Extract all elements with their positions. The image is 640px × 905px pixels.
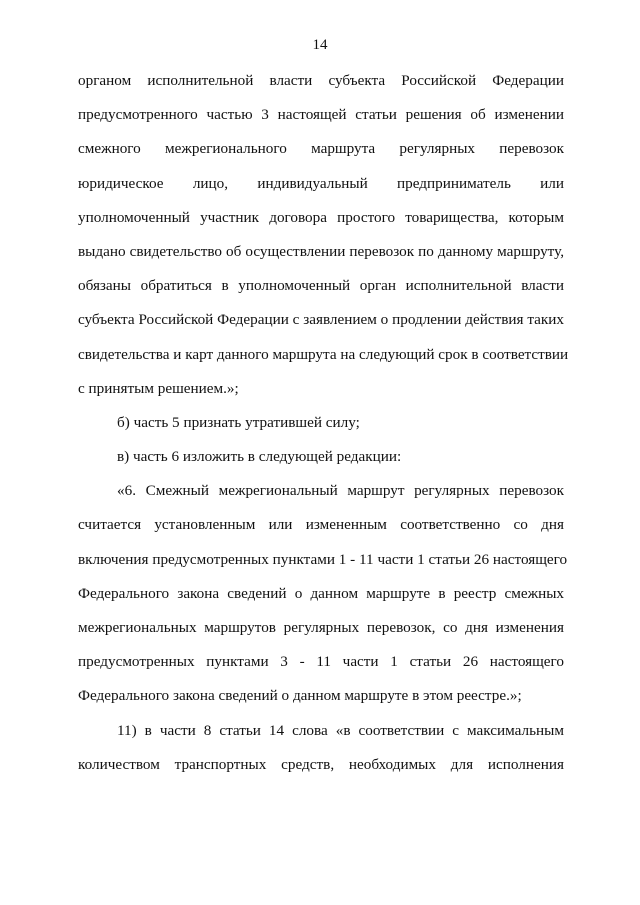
text-line: Федерального закона сведений о данном маршруте в этом реестре.»;: [78, 687, 522, 705]
text-line: выдано свидетельство об осуществлении перевозок по данному маршруту,: [78, 242, 564, 260]
text-line: считается установленным или измененным соответственно со дня: [78, 516, 564, 534]
text-line: юридическое лицо, индивидуальный предприниматель или: [78, 174, 564, 192]
text-line: с принятым решением.»;: [78, 379, 239, 397]
text-line: «6. Смежный межрегиональный маршрут регулярных перевозок: [117, 482, 564, 500]
text-line: предусмотренного частью 3 настоящей статьи решения об изменении: [78, 106, 564, 124]
text-line: свидетельства и карт данного маршрута на следующий срок в соответствии: [78, 345, 569, 363]
text-line: обязаны обратиться в уполномоченный орган исполнительной власти: [78, 277, 564, 295]
text-line: смежного межрегионального маршрута регулярных перевозок: [78, 140, 564, 158]
text-line: Федерального закона сведений о данном маршруте в реестр смежных: [78, 584, 564, 602]
text-line: 11) в части 8 статьи 14 слова «в соответствии с максимальным: [117, 721, 564, 739]
text-line: предусмотренных пунктами 3 - 11 части 1 статьи 26 настоящего: [78, 653, 564, 671]
text-line: субъекта Российской Федерации с заявлением о продлении действия таких: [78, 311, 564, 329]
text-line: уполномоченный участник договора простого товарищества, которым: [78, 208, 564, 226]
text-line: включения предусмотренных пунктами 1 - 11 части 1 статьи 26 настоящего: [78, 550, 568, 568]
page-number: 14: [312, 37, 328, 53]
text-line: в) часть 6 изложить в следующей редакции:: [117, 448, 402, 466]
text-line: органом исполнительной власти субъекта Российской Федерации: [78, 72, 564, 89]
document-body: [78, 70, 569, 788]
text-line: количеством транспортных средств, необходимых для исполнения: [78, 755, 564, 773]
text-line: б) часть 5 признать утратившей силу;: [117, 413, 360, 431]
text-line: межрегиональных маршрутов регулярных перевозок, со дня изменения: [78, 619, 564, 636]
